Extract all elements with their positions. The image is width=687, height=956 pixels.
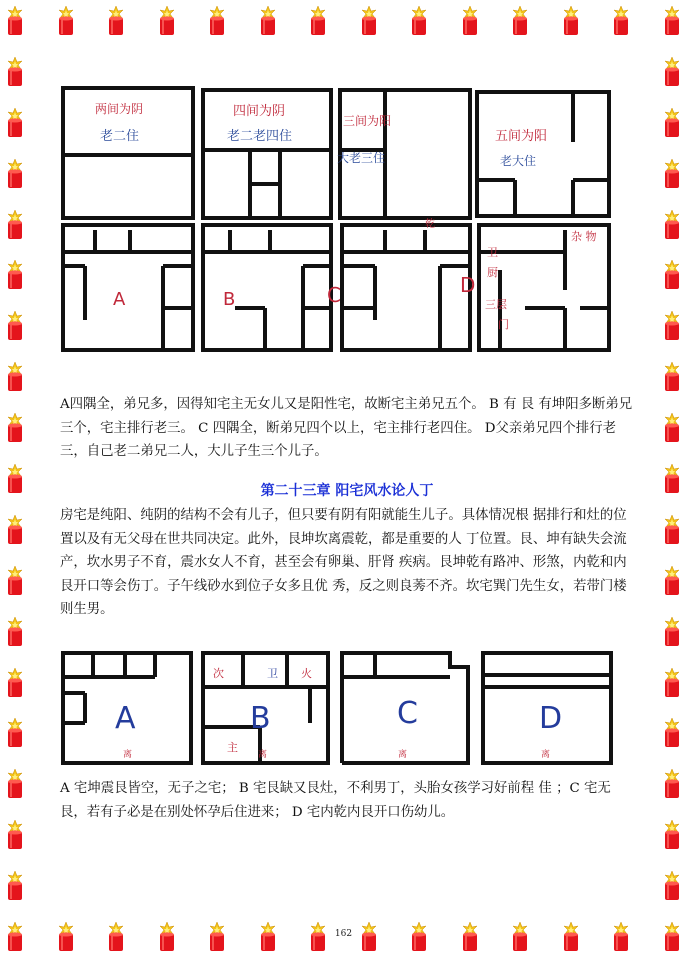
top-d-room-zawu: 杂 物 [571,230,597,243]
top-d-room-sanceng: 三层 [485,298,507,311]
firecracker-icon [358,6,380,36]
firecracker-icon [4,6,26,36]
chapter-title: 第二十三章 阳宅风水论人丁 [260,483,434,499]
firecracker-icon [4,566,26,596]
firecracker-icon [661,668,683,698]
paragraph-3: A 宅坤震艮皆空，无子之宅； B 宅艮缺又艮灶，不利男丁，头胎女孩学习好前程 佳 ；C 宅无艮，若有子必是在别处怀孕后住进来； D 宅内乾内艮开口伤幼儿。 [60,781,611,820]
firecracker-icon [661,108,683,138]
firecracker-icon [4,362,26,392]
firecracker-icon [4,820,26,850]
firecracker-icon [257,6,279,36]
bottom-d-letter: D [539,701,563,736]
firecracker-icon [661,718,683,748]
bottom-c-bottom: 离 [398,750,408,760]
top-floor-plans [55,80,635,355]
top-c-mark: 乾 [425,219,435,230]
top-b-resident: 老二老四住 [227,129,293,144]
firecracker-icon [4,108,26,138]
firecracker-icon [105,6,127,36]
firecracker-icon [4,57,26,87]
firecracker-icon [4,718,26,748]
top-a-resident: 老二住 [100,129,140,144]
firecracker-icon [509,6,531,36]
firecracker-icon [661,260,683,290]
firecracker-icon [307,6,329,36]
firecracker-icon [661,6,683,36]
firecracker-icon [661,311,683,341]
firecracker-icon [4,311,26,341]
firecracker-icon [560,6,582,36]
top-d-letter: D [460,273,476,297]
bottom-b-room-ci: 次 [213,667,224,680]
bottom-a-letter: A [115,701,136,736]
paragraph-1: A四隅全，弟兄多，因得知宅主无女儿又是阳性宅，故断宅主弟兄五个。 B 有 艮 有坤阳多断弟兄三个，宅主排行老三。 C 四隅全，断弟兄四个以上，宅主排行老四住。 D父亲弟兄四个排行老三，自己老二弟兄二人，大儿子生三个儿子。 [60,397,633,459]
top-d-room-wei: 卫 [487,246,498,259]
bottom-b-room-zhu: 主 [227,741,238,754]
firecracker-icon [4,871,26,901]
top-d-resident: 老大住 [500,154,537,168]
page-number: 162 [334,929,353,939]
bottom-b-room-huo: 火 [301,667,312,680]
firecracker-icon [661,362,683,392]
firecracker-icon [4,464,26,494]
firecracker-icon [4,159,26,189]
firecracker-icon [661,515,683,545]
top-d-room-chu: 厨 [487,266,498,279]
top-c-zone: 三间为阳 [343,114,392,128]
firecracker-icon [661,566,683,596]
firecracker-icon [4,210,26,240]
firecracker-icon [661,617,683,647]
firecracker-icon [661,57,683,87]
top-a-zone: 两间为阴 [95,102,144,116]
firecracker-icon [408,6,430,36]
bottom-c-letter: C [397,696,418,731]
top-c-letter: C [327,283,341,307]
top-d-room-men: 门 [498,318,509,331]
firecracker-icon [661,464,683,494]
firecracker-icon [661,210,683,240]
firecracker-icon [661,159,683,189]
bottom-b-bottom: 离 [258,750,268,760]
firecracker-icon [4,769,26,799]
firecracker-icon [55,6,77,36]
firecracker-icon [661,413,683,443]
paragraph-2: 房宅是纯阳、纯阴的结构不会有儿子，但只要有阴有阳就能生儿子。具体情况根 据排行和灶的位置以及有无父母在世共同决定。此外，艮坤坎离震乾，都是重要的人 丁位置。艮、坤有缺失会流产，坎水男子不育，震水女人不育，甚至会有卵巢、肝肾 疾病。艮坤乾有路冲、形煞，内乾和内艮开口等会伤丁。子午线砂水到位子女多且优 秀，反之则良莠不齐。坎宅巽门先生女，若带门楼则生男。 [60,508,627,617]
bottom-b-letter: B [250,701,271,736]
firecracker-icon [459,6,481,36]
firecracker-icon [156,6,178,36]
top-c-resident: 大老三住 [337,151,386,165]
bottom-a-bottom: 离 [123,750,133,760]
top-b-zone: 四间为阴 [233,104,286,119]
top-d-zone: 五间为阳 [495,129,548,144]
firecracker-icon [206,6,228,36]
firecracker-icon [661,871,683,901]
top-b-letter: B [223,289,236,310]
top-a-letter: A [113,289,126,310]
firecracker-icon [4,260,26,290]
firecracker-icon [4,515,26,545]
firecracker-icon [4,413,26,443]
firecracker-icon [661,820,683,850]
firecracker-icon [610,6,632,36]
firecracker-icon [4,668,26,698]
firecracker-icon [4,617,26,647]
firecracker-icon [661,769,683,799]
bottom-d-bottom: 离 [541,750,551,760]
bottom-floor-plans [55,645,635,770]
bottom-b-room-wei: 卫 [267,667,278,680]
